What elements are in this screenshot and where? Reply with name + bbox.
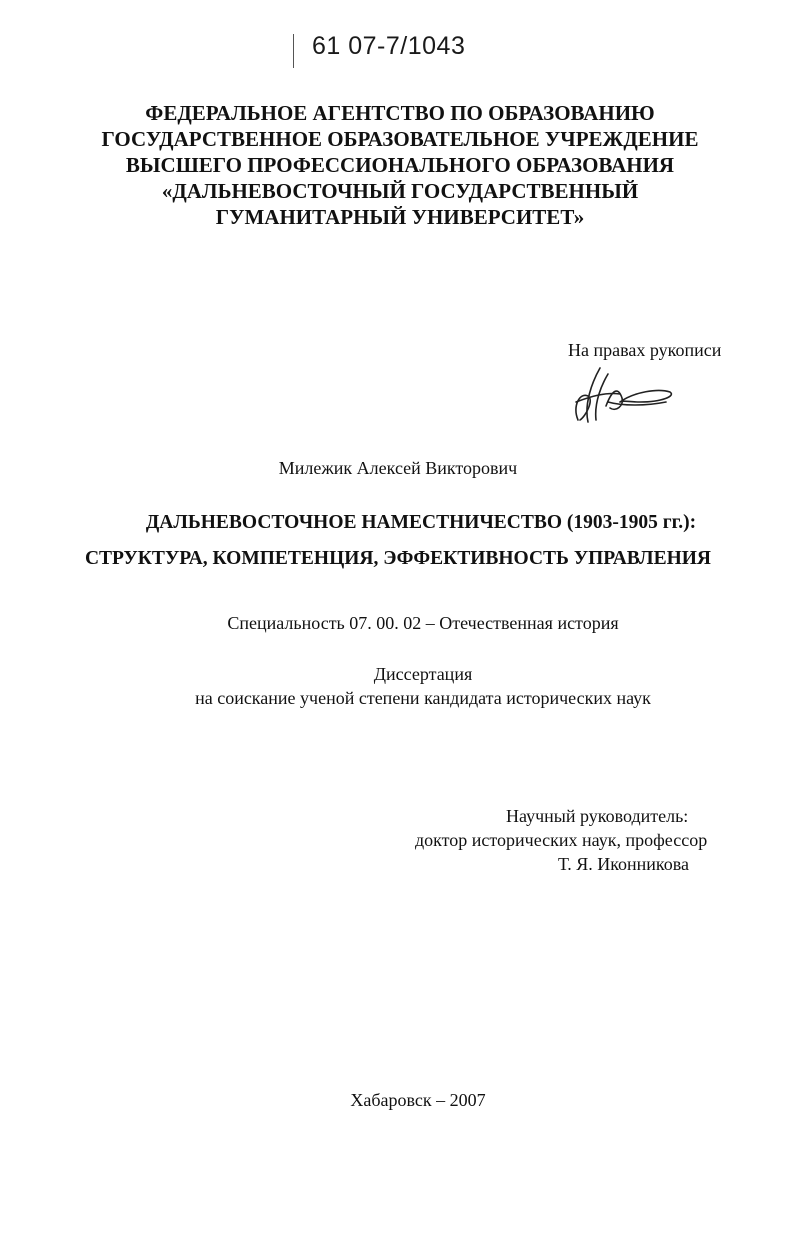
institution-line: ГУМАНИТАРНЫЙ УНИВЕРСИТЕТ» — [215, 205, 585, 229]
supervisor-name: Т. Я. Иконникова — [558, 854, 690, 874]
city-year: Хабаровск – 2007 — [350, 1090, 486, 1110]
specialty: Специальность 07. 00. 02 – Отечественная история — [227, 613, 619, 633]
archive-stamp-code: 61 07-7/1043 — [312, 32, 466, 60]
title-line-2: СТРУКТУРА, КОМПЕТЕНЦИЯ, ЭФФЕКТИВНОСТЬ УПРАВЛЕНИЯ — [84, 548, 712, 569]
author-name: Милежик Алексей Викторович — [278, 458, 518, 478]
dissertation-title — [0, 505, 796, 577]
manuscript-note: На правах рукописи — [568, 340, 722, 360]
supervisor-credentials: доктор исторических наук, профессор — [415, 830, 708, 850]
title-line-1: ДАЛЬНЕВОСТОЧНОЕ НАМЕСТНИЧЕСТВО (1903-1905 гг.): — [145, 512, 697, 533]
institution-line: ФЕДЕРАЛЬНОЕ АГЕНТСТВО ПО ОБРАЗОВАНИЮ — [145, 101, 655, 125]
handwritten-signature — [562, 362, 682, 430]
institution-line: ГОСУДАРСТВЕННОЕ ОБРАЗОВАТЕЛЬНОЕ УЧРЕЖДЕНИЕ — [101, 127, 699, 151]
institution-header — [100, 100, 700, 230]
supervisor-label: Научный руководитель: — [506, 806, 689, 826]
stamp-margin-mark — [293, 34, 294, 68]
institution-line: «ДАЛЬНЕВОСТОЧНЫЙ ГОСУДАРСТВЕННЫЙ — [161, 179, 639, 203]
dissertation-degree: на соискание ученой степени кандидата исторических наук — [195, 688, 651, 708]
institution-line: ВЫСШЕГО ПРОФЕССИОНАЛЬНОГО ОБРАЗОВАНИЯ — [125, 153, 675, 177]
dissertation-label: Диссертация — [373, 664, 473, 684]
dissertation-block — [0, 662, 796, 710]
